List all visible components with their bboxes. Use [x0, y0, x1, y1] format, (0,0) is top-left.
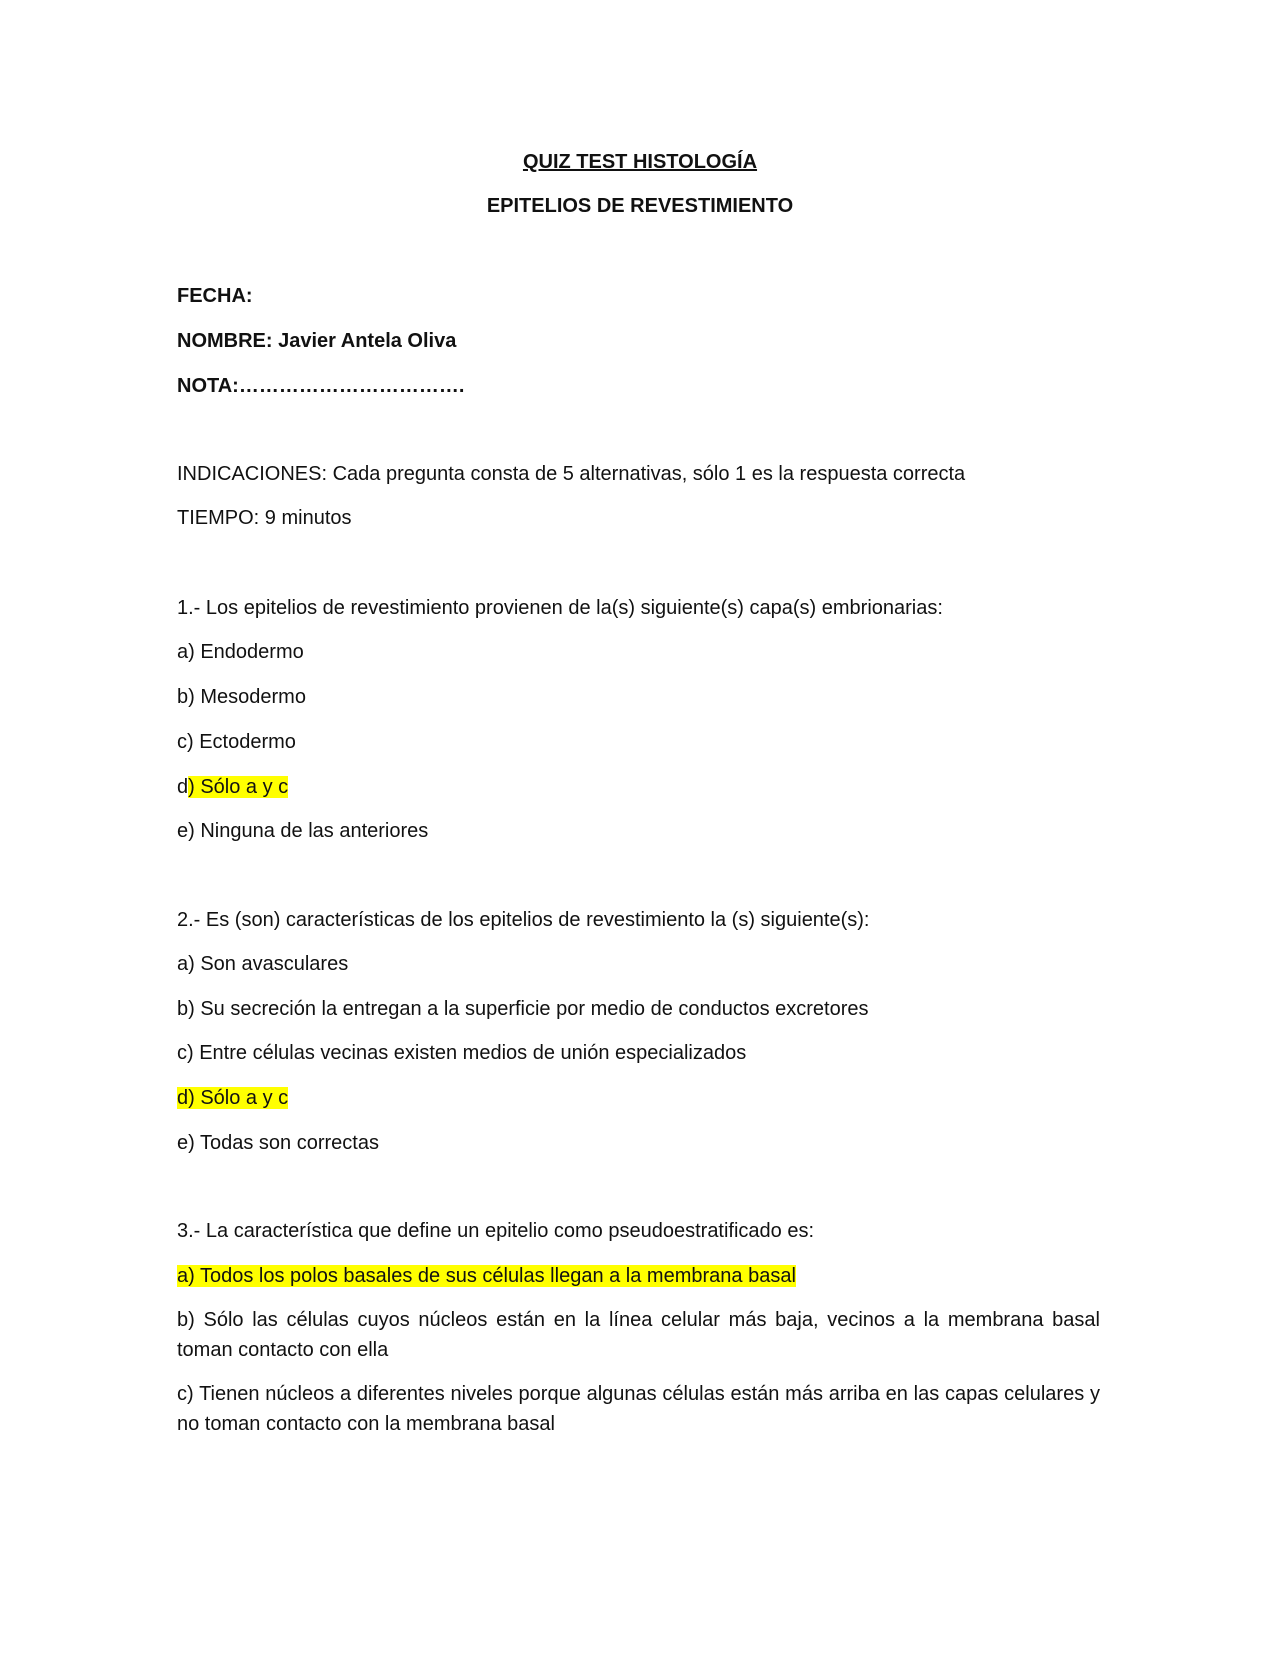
nota-field: NOTA:……………………………. [177, 375, 465, 397]
page-title: QUIZ TEST HISTOLOGÍA [522, 151, 758, 173]
q2-option-c: c) Entre células vecinas existen medios de unión especializados [177, 1042, 747, 1064]
tiempo-text: TIEMPO: 9 minutos [177, 507, 352, 529]
q3-option-a [177, 1264, 796, 1288]
q1-option-d-prefix: d [177, 776, 189, 798]
indicaciones-text: INDICACIONES: Cada pregunta consta de 5 alternativas, sólo 1 es la respuesta correcta [177, 463, 966, 485]
q1-option-d [177, 775, 288, 799]
fecha-field: FECHA: [177, 285, 253, 307]
question-2: 2.- Es (son) características de los epitelios de revestimiento la (s) siguiente(s): [177, 909, 870, 931]
q1-option-c: c) Ectodermo [177, 731, 296, 753]
q2-option-a: a) Son avasculares [177, 953, 349, 975]
q2-option-d-highlight: d) Sólo a y c [177, 1087, 289, 1109]
q2-option-e: e) Todas son correctas [177, 1132, 379, 1154]
nombre-field: NOMBRE: Javier Antela Oliva [177, 330, 457, 352]
q2-option-b: b) Su secreción la entregan a la superficie por medio de conductos excretores [177, 998, 869, 1020]
q3-option-b: b) Sólo las células cuyos núcleos están en la línea celular más baja, vecinos a la membrana basal toman contacto con ella [177, 1309, 1100, 1361]
q2-option-d [177, 1086, 288, 1110]
q3-option-a-highlight: a) Todos los polos basales de sus células llegan a la membrana basal [177, 1265, 796, 1287]
question-1: 1.- Los epitelios de revestimiento provienen de la(s) siguiente(s) capa(s) embrionarias: [177, 597, 943, 619]
q1-option-b: b) Mesodermo [177, 686, 306, 708]
q1-option-d-highlight: ) Sólo a y c [188, 776, 289, 798]
q1-option-e: e) Ninguna de las anteriores [177, 820, 429, 842]
q3-option-c: c) Tienen núcleos a diferentes niveles porque algunas células están más arriba en las capas celulares y no toman contacto con la membrana basal [177, 1383, 1100, 1435]
q1-option-a: a) Endodermo [177, 641, 304, 663]
question-3: 3.- La característica que define un epitelio como pseudoestratificado es: [177, 1220, 815, 1242]
page-subtitle: EPITELIOS DE REVESTIMIENTO [486, 195, 794, 217]
